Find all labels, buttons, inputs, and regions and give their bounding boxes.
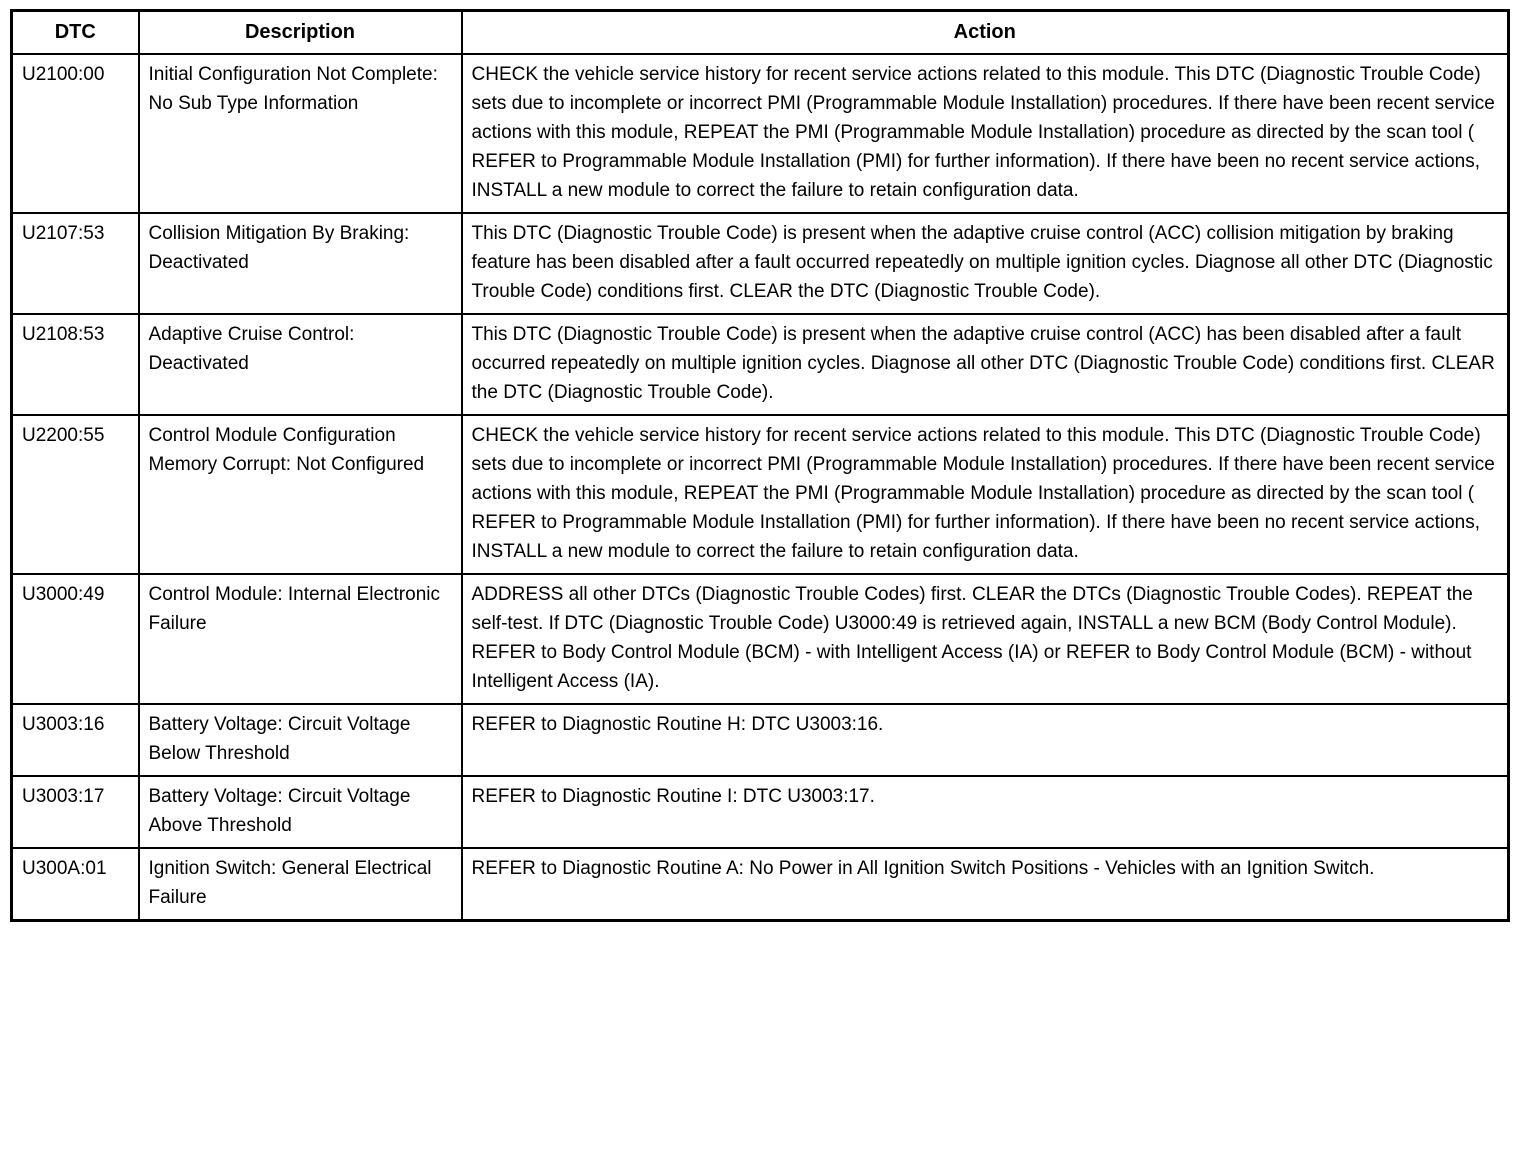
- dtc-code-cell: U3003:17: [12, 776, 139, 848]
- table-header-row: [12, 11, 1509, 55]
- action-cell: CHECK the vehicle service history for recent service actions related to this module. This DTC (Diagnostic Trouble Code) sets due to incomplete or incorrect PMI (Programmable Module Installation) procedures. If there have been recent service actions with this module, REPEAT the PMI (Programmable Module Installation) procedure as directed by the scan tool ( REFER to Programmable Module Installation (PMI) for further information). If there have been no recent service actions, INSTALL a new module to correct the failure to retain configuration data.: [462, 54, 1509, 213]
- description-cell: Control Module Configuration Memory Corrupt: Not Configured: [139, 415, 462, 574]
- dtc-code-cell: U2107:53: [12, 213, 139, 314]
- action-cell: REFER to Diagnostic Routine I: DTC U3003:17.: [462, 776, 1509, 848]
- table-row: [12, 213, 1509, 314]
- description-cell: Battery Voltage: Circuit Voltage Above Threshold: [139, 776, 462, 848]
- table-row: [12, 848, 1509, 921]
- action-cell: CHECK the vehicle service history for recent service actions related to this module. This DTC (Diagnostic Trouble Code) sets due to incomplete or incorrect PMI (Programmable Module Installation) procedures. If there have been recent service actions with this module, REPEAT the PMI (Programmable Module Installation) procedure as directed by the scan tool ( REFER to Programmable Module Installation (PMI) for further information). If there have been no recent service actions, INSTALL a new module to correct the failure to retain configuration data.: [462, 415, 1509, 574]
- description-cell: Initial Configuration Not Complete: No Sub Type Information: [139, 54, 462, 213]
- table-row: [12, 415, 1509, 574]
- action-cell: REFER to Diagnostic Routine H: DTC U3003:16.: [462, 704, 1509, 776]
- column-header-action: Action: [462, 11, 1509, 55]
- description-cell: Adaptive Cruise Control: Deactivated: [139, 314, 462, 415]
- dtc-code-cell: U300A:01: [12, 848, 139, 921]
- dtc-code-cell: U2108:53: [12, 314, 139, 415]
- table-row: [12, 54, 1509, 213]
- dtc-code-cell: U2200:55: [12, 415, 139, 574]
- description-cell: Ignition Switch: General Electrical Failure: [139, 848, 462, 921]
- description-cell: Control Module: Internal Electronic Failure: [139, 574, 462, 704]
- action-cell: This DTC (Diagnostic Trouble Code) is present when the adaptive cruise control (ACC) collision mitigation by braking feature has been disabled after a fault occurred repeatedly on multiple ignition cycles. Diagnose all other DTC (Diagnostic Trouble Code) conditions first. CLEAR the DTC (Diagnostic Trouble Code).: [462, 213, 1509, 314]
- column-header-description: Description: [139, 11, 462, 55]
- action-cell: REFER to Diagnostic Routine A: No Power in All Ignition Switch Positions - Vehicles with an Ignition Switch.: [462, 848, 1509, 921]
- table-row: [12, 314, 1509, 415]
- dtc-code-cell: U3003:16: [12, 704, 139, 776]
- description-cell: Battery Voltage: Circuit Voltage Below Threshold: [139, 704, 462, 776]
- table-row: [12, 574, 1509, 704]
- table-row: [12, 704, 1509, 776]
- column-header-dtc: DTC: [12, 11, 139, 55]
- action-cell: ADDRESS all other DTCs (Diagnostic Trouble Codes) first. CLEAR the DTCs (Diagnostic Trouble Codes). REPEAT the self-test. If DTC (Diagnostic Trouble Code) U3000:49 is retrieved again, INSTALL a new BCM (Body Control Module). REFER to Body Control Module (BCM) - with Intelligent Access (IA) or REFER to Body Control Module (BCM) - without Intelligent Access (IA).: [462, 574, 1509, 704]
- table-row: [12, 776, 1509, 848]
- dtc-code-cell: U3000:49: [12, 574, 139, 704]
- action-cell: This DTC (Diagnostic Trouble Code) is present when the adaptive cruise control (ACC) has been disabled after a fault occurred repeatedly on multiple ignition cycles. Diagnose all other DTC (Diagnostic Trouble Code) conditions first. CLEAR the DTC (Diagnostic Trouble Code).: [462, 314, 1509, 415]
- dtc-table-body: [12, 54, 1509, 921]
- dtc-table: [10, 9, 1510, 922]
- description-cell: Collision Mitigation By Braking: Deactivated: [139, 213, 462, 314]
- dtc-code-cell: U2100:00: [12, 54, 139, 213]
